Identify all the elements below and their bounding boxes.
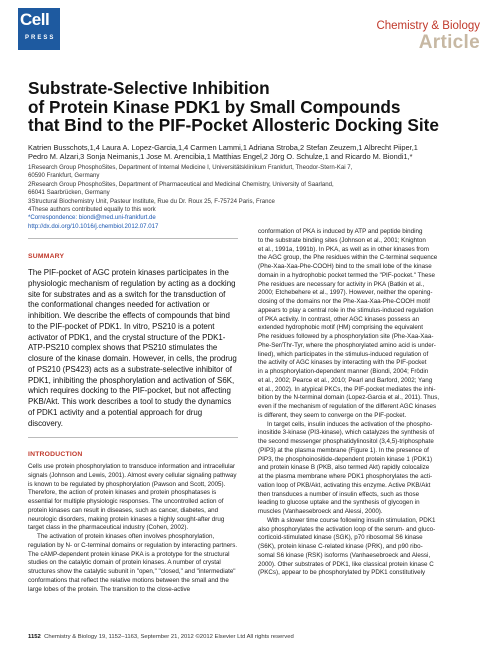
- introduction-divider: [28, 437, 238, 438]
- body-line: of PKA activity. In contrast, other AGC kinases possess an: [258, 315, 420, 323]
- summary-heading: SUMMARY: [28, 253, 65, 260]
- body-line: leading to glucose uptake and the synthesis of glycogen in: [258, 499, 420, 507]
- body-line: et al., 2002). In atypical PKCs, the PIF-pocket mediates the inhi-: [258, 385, 436, 393]
- affiliation-line: 4These authors contributed equally to this work: [28, 206, 156, 214]
- logo-word: Cell: [20, 10, 50, 29]
- introduction-heading: INTRODUCTION: [28, 451, 83, 458]
- body-line: domain in a hydrophobic pocket termed the "PIF-pocket." These: [258, 271, 435, 279]
- introduction-body: [28, 463, 238, 594]
- body-line: extended hydrophobic motif (HM) comprising the equivalent: [258, 324, 424, 332]
- cell-press-logo[interactable]: [18, 8, 60, 50]
- body-line: also phosphorylates the activation loop of the serum- and gluco-: [258, 525, 436, 533]
- body-line: PIP3, the phosphoinositide-dependent protein kinase 1 (PDK1): [258, 455, 433, 463]
- body-line: (PIP3) at the plasma membrane (Figure 1). In the presence of: [258, 446, 429, 454]
- author-line: Katrien Busschots,1,4 Laura A. Lopez-Garcia,1,4 Carmen Lammi,1 Adriana Stroba,2 Stefan Zeuzem,1 Albrecht Piiper,1: [28, 143, 418, 152]
- doi-link[interactable]: http://dx.doi.org/10.1016/j.chembiol.2012.07.017: [28, 222, 159, 230]
- body-line: Phe-Ser/Thr-Tyr, where the phosphorylated amino acid is under-: [258, 341, 436, 349]
- body-line: Phe residues are necessary for activity in PKA (Batkin et al.,: [258, 280, 425, 288]
- body-line: the second messenger phosphatidylinositol (3,4,5)-triphosphate: [258, 438, 434, 445]
- body-line: (Phe-Xaa-Xaa-Phe-COOH) bind to the small lobe of the kinase: [258, 263, 432, 270]
- affiliation-line: 60590 Frankfurt, Germany: [28, 172, 100, 180]
- body-line: somal S6 kinase (RSK) isoforms (Vanhaesebroeck and Alessi,: [258, 551, 431, 559]
- body-line: With a slower time course following insulin stimulation, PDK1: [267, 516, 436, 524]
- affiliation-line: 2Research Group PhosphoSites, Department of Pharmaceutical and Medicinal Chemistry, University of Saarland,: [28, 180, 334, 188]
- body-line: Phe residues followed by a phosphorylation site (Phe-Xaa-Xaa-: [258, 333, 434, 340]
- body-paragraph: Cells use protein phosphorylation to transduce information and intracellular signals (Johnson and Lewis, 2001). Almost every cellular signaling pathway is known to be regulated by phosphorylation (Pawson and Scott, 2005). Therefore, the action of protein kinases and protein phosphatases is essential for multiple physiologic responses. The uncontrolled action of protein kinases can result in diseases, such as cancer, diabetes, and neurologic disorders, making protein kinases a highly sought-after drug target class in the pharmaceutical industry (Cohen, 2002).: [28, 463, 237, 532]
- footer-citation: Chemistry & Biology 19, 1152–1163, September 21, 2012 ©2012 Elsevier Ltd All rights reserved: [44, 634, 294, 640]
- affiliations: [28, 164, 478, 231]
- body-line: vation loop of PKB/Akt, activating this enzyme. Active PKB/Akt: [258, 481, 431, 489]
- body-line: the AGC group, the Phe residues within the C-terminal sequence: [258, 254, 438, 262]
- affiliation-line: 3Structural Biochemistry Unit, Pasteur Institute, Rue du Dr. Roux 25, F-75724 Paris, France: [28, 197, 275, 205]
- affiliation-line: 1Research Group PhosphoSites, Department of Internal Medicine I, Universitätsklinikum Frankfurt, Theodor-Stern-Kai 7,: [28, 164, 353, 171]
- body-line: et al., 1991a, 1991b). In PKA, as well as in other kinases from: [258, 245, 429, 253]
- body-line: conformation of PKA is induced by ATP and peptide binding: [258, 228, 423, 235]
- body-line: the activity of AGC kinases by interacting with the PIF-pocket: [258, 359, 427, 367]
- body-line: corticoid-stimulated kinase (SGK), p70 ribosomal S6 kinase: [258, 534, 423, 542]
- body-line: 2000). Other substrates of PDK1, like classical protein kinase C: [258, 560, 434, 568]
- correspondence-email-link[interactable]: *Correspondence: biondi@med.uni-frankfurt.de: [28, 214, 156, 222]
- body-line: (S6K), protein kinase C-related kinase (PRK), and p90 ribo-: [258, 543, 423, 550]
- journal-name: Chemistry & Biology: [376, 20, 480, 32]
- body-line: inositide 3-kinase (PI3-kinase), which catalyzes the synthesis of: [258, 429, 435, 437]
- title-line: of Protein Kinase PDK1 by Small Compounds: [28, 96, 401, 117]
- body-line: is different, they seem to converge on the PIF-pocket.: [258, 411, 407, 419]
- body-line: to the substrate binding sites (Johnson et al., 2001; Knighton: [258, 236, 426, 244]
- body-line: muscles (Vanhaesebroeck and Alessi, 2000).: [258, 508, 383, 515]
- title-line: Substrate-Selective Inhibition: [28, 78, 270, 98]
- body-line: then transduces a number of insulin effects, such as those: [258, 490, 420, 498]
- body-line: bition by the N-terminal domain (Lopez-Garcia et al., 2011). Thus,: [258, 394, 440, 402]
- body-line: at the plasma membrane where PDK1 phosphorylates the acti-: [258, 473, 433, 480]
- title-line: that Bind to the PIF-Pocket Allosteric Docking Site: [28, 115, 439, 135]
- body-line: In target cells, insulin induces the activation of the phospho-: [267, 420, 433, 428]
- article-type-label: Article: [418, 32, 480, 53]
- body-paragraph: The activation of protein kinases often involves phosphorylation, regulation by N- or C-terminal domains or regulation by interacting partners. The cAMP-dependent protein kinase PKA is a prototype for the structural studies on the catalytic domain of protein kinases. A number of crystal structures show the catalytic subunit in "open," "closed," and "intermediate" conformations that reflect the relative motions between the small and the large lobes of the protein. The transition to the close-active: [28, 533, 238, 593]
- logo-subtitle: PRESS: [25, 35, 56, 41]
- body-line: and protein kinase B (PKB, also termed Akt) rapidly colocalize: [258, 464, 430, 472]
- author-line: Pedro M. Alzari,3 Sonja Neimanis,1 Jose M. Arencibia,1 Matthias Engel,2 Jörg O. Schulze,1 and Ricardo M. Biondi1,*: [28, 152, 413, 162]
- body-line: lined), which participates in the stimulus-induced regulation of: [258, 350, 429, 358]
- body-line: 2000; Etchebehere et al., 1997). However, neither the opening-: [258, 289, 433, 297]
- page-number: 1152: [28, 634, 41, 640]
- summary-divider: [28, 238, 238, 239]
- body-line: (PKCs), appear to be phosphorylated by PDK1 constitutively: [258, 569, 426, 577]
- right-column-body: [258, 228, 480, 578]
- body-line: even if the mechanism of regulation of the different AGC kinases: [258, 403, 437, 410]
- body-line: closing of the domains nor the Phe-Xaa-Xaa-Phe-COOH motif: [258, 298, 430, 305]
- affiliation-line: 66041 Saarbrücken, Germany: [28, 189, 110, 197]
- body-line: in a phosphorylation-dependent manner (Biondi, 2004; Frödin: [258, 368, 429, 375]
- author-list: [28, 143, 478, 162]
- page-footer: [28, 634, 294, 640]
- body-line: appears to play a central role in the stimulus-induced regulation: [258, 306, 434, 314]
- article-title: [28, 79, 478, 135]
- body-line: et al., 2002; Pearce et al., 2010; Pearl and Barford, 2002; Yang: [258, 376, 433, 384]
- summary-text: The PIF-pocket of AGC protein kinases participates in the physiologic mechanism of regulation by acting as a docking site for substrates and as a switch for the transduction of the conformational changes needed for activation or inhibition. We describe the effects of compounds that bind to the PIF-pocket of PDK1. In vitro, PS210 is a potent activator of PDK1, and the crystal structure of the PDK1-ATP-PS210 complex shows that PS210 stimulates the closure of the kinase domain. However, in cells, the prodrug of PS210 (PS423) acts as a substrate-selective inhibitor of PDK1, inhibiting the phosphorylation and activation of S6K, which requires docking to the PIF-pocket, but not affecting PKB/Akt. This work describes a tool to study the dynamics of PDK1 activity and a potential approach for drug discovery.: [28, 268, 237, 428]
